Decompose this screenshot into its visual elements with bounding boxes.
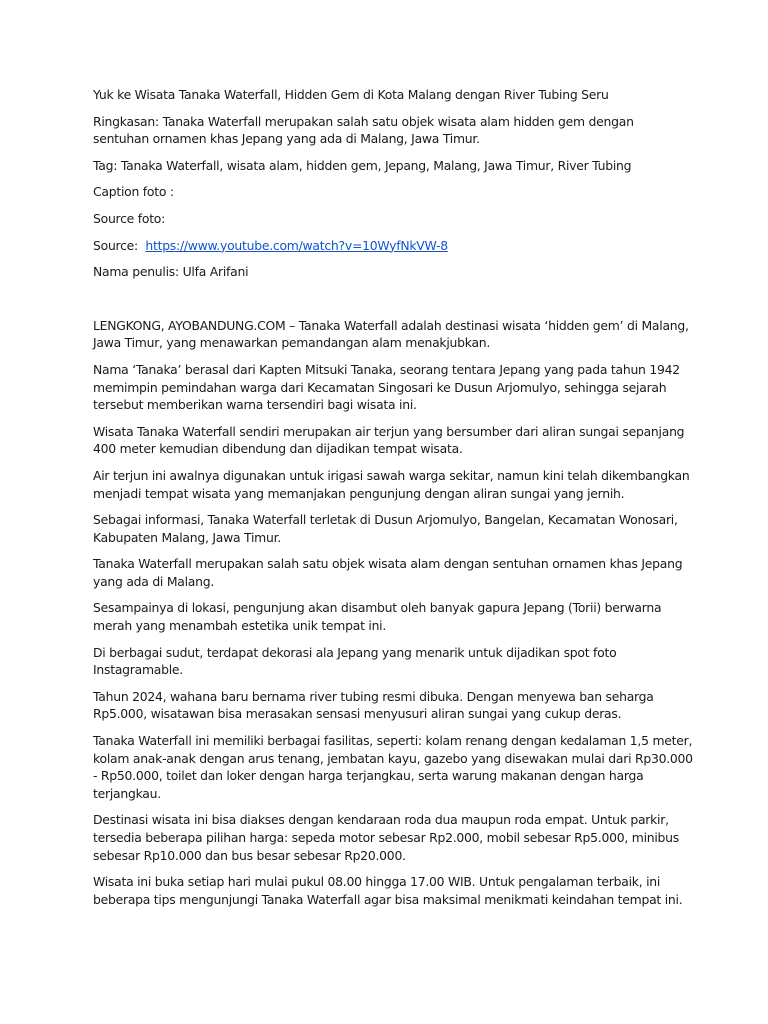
source-line	[93, 237, 693, 255]
article-paragraph-12: Wisata ini buka setiap hari mulai pukul 08.00 hingga 17.00 WIB. Untuk pengalaman terbaik, ini beberapa tips mengunjungi Tanaka Waterfall agar bisa maksimal menikmati keindahan tempat ini.	[93, 874, 683, 907]
article-paragraph-10: Tanaka Waterfall ini memiliki berbagai fasilitas, seperti: kolam renang dengan kedalaman 1,5 meter, kolam anak-anak dengan arus tenang, jembatan kayu, gazebo yang disewakan mulai dari Rp30.000 - Rp50.000, toilet dan loker dengan harga terjangkau, serta warung makanan dengan harga terjangkau.	[93, 733, 693, 801]
tags-line: Tag: Tanaka Waterfall, wisata alam, hidden gem, Jepang, Malang, Jawa Timur, River Tubing	[93, 157, 632, 173]
section-spacer	[93, 290, 693, 317]
author-line: Nama penulis: Ulfa Arifani	[93, 264, 249, 280]
article-paragraph-1: LENGKONG, AYOBANDUNG.COM – Tanaka Waterfall adalah destinasi wisata ‘hidden gem’ di Malang, Jawa Timur, yang menawarkan pemandangan alam menakjubkan.	[93, 317, 689, 351]
article-title-line: Yuk ke Wisata Tanaka Waterfall, Hidden Gem di Kota Malang dengan River Tubing Seru	[93, 87, 609, 102]
article-paragraph-8: Di berbagai sudut, terdapat dekorasi ala Jepang yang menarik untuk dijadikan spot foto Instagramable.	[93, 644, 617, 678]
photo-caption-line: Caption foto :	[93, 184, 174, 200]
source-link[interactable]: https://www.youtube.com/watch?v=10WyfNkVW-8	[145, 237, 448, 253]
article-paragraph-9: Tahun 2024, wahana baru bernama river tubing resmi dibuka. Dengan menyewa ban seharga Rp5.000, wisatawan bisa merasakan sensasi menyusuri aliran sungai yang cukup deras.	[93, 688, 654, 722]
article-paragraph-4: Air terjun ini awalnya digunakan untuk irigasi sawah warga sekitar, namun kini telah dikembangkan menjadi tempat wisata yang memanjakan pengunjung dengan aliran sungai yang jernih.	[93, 467, 690, 501]
article-paragraph-11: Destinasi wisata ini bisa diakses dengan kendaraan roda dua maupun roda empat. Untuk parkir, tersedia beberapa pilihan harga: sepeda motor sebesar Rp2.000, mobil sebesar Rp5.000, minibus sebesar Rp10.000 dan bus besar sebesar Rp20.000.	[93, 812, 679, 863]
photo-source-line: Source foto:	[93, 210, 166, 226]
document-page	[93, 86, 693, 917]
article-paragraph-3: Wisata Tanaka Waterfall sendiri merupakan air terjun yang bersumber dari aliran sungai sepanjang 400 meter kemudian dibendung dan dijadikan tempat wisata.	[93, 423, 685, 457]
summary-line: Ringkasan: Tanaka Waterfall merupakan salah satu objek wisata alam hidden gem dengan sentuhan ornamen khas Jepang yang ada di Malang, Jawa Timur.	[93, 113, 634, 147]
article-paragraph-6: Tanaka Waterfall merupakan salah satu objek wisata alam dengan sentuhan ornamen khas Jepang yang ada di Malang.	[93, 556, 683, 589]
article-paragraph-7: Sesampainya di lokasi, pengunjung akan disambut oleh banyak gapura Jepang (Torii) berwarna merah yang menambah estetika unik tempat ini.	[93, 600, 662, 634]
source-label: Source:	[93, 237, 138, 253]
article-paragraph-2: Nama ‘Tanaka’ berasal dari Kapten Mitsuki Tanaka, seorang tentara Jepang yang pada tahun 1942 memimpin pemindahan warga dari Kecamatan Singosari ke Dusun Arjomulyo, sehingga sejarah tersebut memberikan warna tersendiri bagi wisata ini.	[93, 361, 680, 413]
article-paragraph-5: Sebagai informasi, Tanaka Waterfall terletak di Dusun Arjomulyo, Bangelan, Kecamatan Wonosari, Kabupaten Malang, Jawa Timur.	[93, 512, 678, 545]
